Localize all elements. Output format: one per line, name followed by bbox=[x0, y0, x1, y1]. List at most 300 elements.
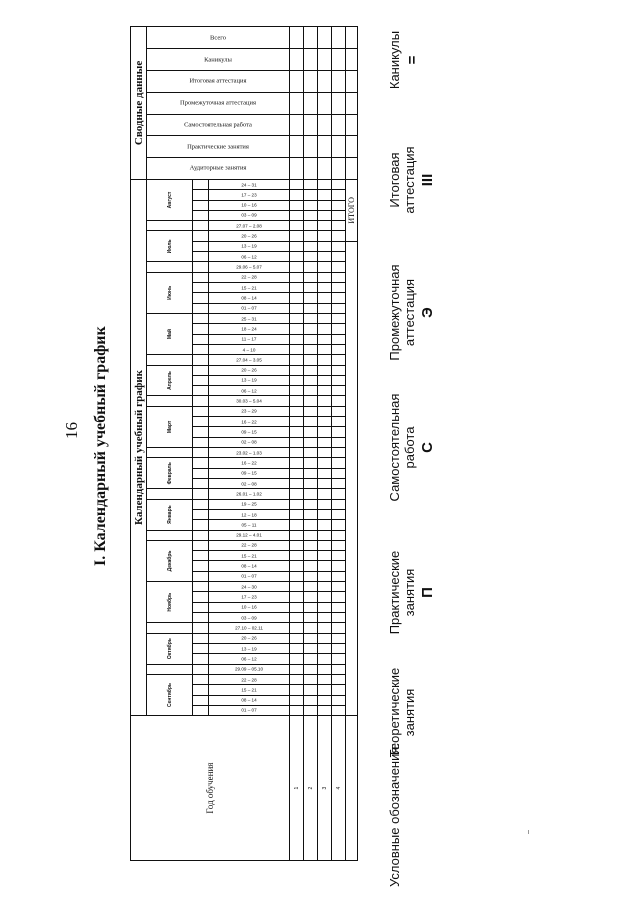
schedule-cell bbox=[318, 221, 332, 231]
week-range-header bbox=[208, 602, 289, 612]
schedule-cell bbox=[332, 417, 346, 427]
week-range-label: 29.12 – 4.01 bbox=[236, 532, 262, 538]
week-range-label: 24 – 30 bbox=[241, 584, 257, 590]
week-range-header bbox=[208, 458, 289, 468]
schedule-cell bbox=[290, 489, 304, 499]
schedule-cell bbox=[332, 499, 346, 509]
schedule-cell bbox=[332, 396, 346, 406]
month-header: Октябрь bbox=[147, 633, 193, 664]
schedule-cell bbox=[318, 602, 332, 612]
week-range-label: 06 – 12 bbox=[241, 388, 257, 394]
schedule-cell bbox=[304, 571, 318, 581]
week-range-label: 12 – 18 bbox=[241, 512, 257, 518]
schedule-cell bbox=[332, 406, 346, 416]
summary-column-label: Самостоятельная работа bbox=[184, 121, 252, 129]
week-range-label: 29.06 – 5.07 bbox=[236, 264, 262, 270]
schedule-cell bbox=[304, 283, 318, 293]
summary-column-header bbox=[147, 114, 290, 136]
schedule-cell bbox=[304, 674, 318, 684]
schedule-cell bbox=[332, 520, 346, 530]
schedule-cell bbox=[332, 210, 346, 220]
week-range-header bbox=[208, 695, 289, 705]
schedule-cell bbox=[290, 613, 304, 623]
week-range-header bbox=[208, 386, 289, 396]
month-header: Январь bbox=[147, 499, 193, 530]
week-divider-cell bbox=[193, 520, 208, 530]
week-range-header bbox=[208, 190, 289, 200]
schedule-cell bbox=[290, 478, 304, 488]
month-header: Декабрь bbox=[147, 540, 193, 581]
week-range-header bbox=[208, 664, 289, 674]
week-range-header bbox=[208, 231, 289, 241]
schedule-cell bbox=[318, 458, 332, 468]
schedule-cell bbox=[304, 489, 318, 499]
schedule-cell bbox=[290, 654, 304, 664]
schedule-cell bbox=[290, 602, 304, 612]
schedule-cell bbox=[290, 283, 304, 293]
schedule-cell bbox=[290, 448, 304, 458]
schedule-cell bbox=[318, 468, 332, 478]
schedule-cell bbox=[290, 334, 304, 344]
scan-mark bbox=[528, 830, 529, 834]
schedule-cell bbox=[290, 262, 304, 272]
schedule-cell bbox=[290, 417, 304, 427]
total-label: ИТОГО bbox=[346, 179, 358, 241]
legend-label-text: Условные обозначения: bbox=[387, 742, 402, 888]
schedule-cell bbox=[304, 478, 318, 488]
schedule-cell bbox=[290, 509, 304, 519]
schedule-cell bbox=[304, 654, 318, 664]
week-divider-cell bbox=[193, 592, 208, 602]
schedule-cell bbox=[318, 685, 332, 695]
schedule-cell bbox=[290, 355, 304, 365]
schedule-cell bbox=[304, 136, 318, 158]
schedule-cell bbox=[332, 158, 346, 180]
week-divider-cell bbox=[193, 685, 208, 695]
month-header bbox=[147, 664, 193, 674]
schedule-cell bbox=[304, 417, 318, 427]
week-range-header bbox=[208, 355, 289, 365]
week-range-label: 20 – 26 bbox=[241, 635, 257, 641]
schedule-cell bbox=[318, 365, 332, 375]
week-divider-cell bbox=[193, 571, 208, 581]
schedule-cell bbox=[290, 540, 304, 550]
legend-item-name: Теоретические занятия bbox=[387, 667, 417, 758]
week-divider-cell bbox=[193, 417, 208, 427]
schedule-cell bbox=[318, 355, 332, 365]
schedule-cell bbox=[318, 231, 332, 241]
schedule-cell bbox=[304, 664, 318, 674]
week-range-label: 01 – 07 bbox=[241, 707, 257, 713]
schedule-cell bbox=[290, 231, 304, 241]
schedule-cell bbox=[318, 417, 332, 427]
schedule-cell bbox=[318, 664, 332, 674]
week-range-header bbox=[208, 406, 289, 416]
month-header bbox=[147, 623, 193, 633]
schedule-cell bbox=[318, 71, 332, 93]
schedule-cell bbox=[332, 293, 346, 303]
schedule-cell bbox=[304, 582, 318, 592]
week-range-label: 23 – 29 bbox=[241, 408, 257, 414]
schedule-cell bbox=[304, 272, 318, 282]
week-divider-cell bbox=[193, 602, 208, 612]
week-range-label: 19 – 25 bbox=[241, 501, 257, 507]
week-divider-cell bbox=[193, 674, 208, 684]
week-range-label: 30.03 – 5.04 bbox=[236, 398, 262, 404]
schedule-cell bbox=[304, 396, 318, 406]
schedule-cell bbox=[304, 705, 318, 715]
schedule-cell bbox=[304, 158, 318, 180]
schedule-cell bbox=[290, 551, 304, 561]
week-range-header bbox=[208, 633, 289, 643]
week-range-label: 09 – 15 bbox=[241, 470, 257, 476]
schedule-cell bbox=[332, 136, 346, 158]
week-range-header bbox=[208, 375, 289, 385]
schedule-cell bbox=[318, 92, 332, 114]
schedule-cell bbox=[304, 27, 318, 49]
schedule-cell bbox=[318, 283, 332, 293]
legend-item-independent bbox=[387, 385, 435, 510]
schedule-cell bbox=[290, 499, 304, 509]
schedule-cell bbox=[304, 241, 318, 251]
schedule-cell bbox=[318, 540, 332, 550]
week-divider-cell bbox=[193, 664, 208, 674]
year-number: 4 bbox=[332, 716, 346, 861]
schedule-cell bbox=[332, 613, 346, 623]
schedule-cell bbox=[304, 540, 318, 550]
schedule-cell bbox=[332, 551, 346, 561]
week-divider-cell bbox=[193, 561, 208, 571]
schedule-cell bbox=[304, 386, 318, 396]
schedule-cell bbox=[332, 530, 346, 540]
week-divider-cell bbox=[193, 179, 208, 189]
week-range-header bbox=[208, 643, 289, 653]
week-divider-cell bbox=[193, 582, 208, 592]
week-divider-cell bbox=[193, 623, 208, 633]
schedule-cell bbox=[304, 633, 318, 643]
schedule-cell bbox=[290, 221, 304, 231]
year-header: Год обучения bbox=[131, 716, 290, 861]
week-range-label: 02 – 08 bbox=[241, 439, 257, 445]
week-range-label: 27.04 – 3.05 bbox=[236, 357, 262, 363]
schedule-cell bbox=[304, 375, 318, 385]
schedule-cell bbox=[332, 674, 346, 684]
schedule-cell bbox=[332, 561, 346, 571]
week-range-header bbox=[208, 200, 289, 210]
week-divider-cell bbox=[193, 365, 208, 375]
schedule-cell bbox=[318, 674, 332, 684]
schedule-cell bbox=[290, 92, 304, 114]
week-divider-cell bbox=[193, 654, 208, 664]
week-range-label: 15 – 21 bbox=[241, 285, 257, 291]
schedule-cell bbox=[332, 654, 346, 664]
calendar-table-container bbox=[130, 26, 362, 861]
schedule-cell bbox=[304, 643, 318, 653]
summary-column-header bbox=[147, 49, 290, 71]
legend-item-holidays bbox=[387, 20, 420, 100]
total-cell bbox=[346, 49, 358, 71]
schedule-cell bbox=[318, 200, 332, 210]
schedule-cell bbox=[318, 509, 332, 519]
summary-column-label: Каникулы bbox=[204, 56, 232, 64]
schedule-cell bbox=[318, 334, 332, 344]
week-range-header bbox=[208, 551, 289, 561]
week-range-header bbox=[208, 530, 289, 540]
schedule-cell bbox=[332, 478, 346, 488]
schedule-cell bbox=[290, 520, 304, 530]
week-divider-cell bbox=[193, 200, 208, 210]
schedule-cell bbox=[290, 633, 304, 643]
schedule-cell bbox=[318, 530, 332, 540]
week-divider-cell bbox=[193, 509, 208, 519]
legend-item-intermediate bbox=[387, 255, 435, 370]
week-divider-cell bbox=[193, 530, 208, 540]
schedule-cell bbox=[332, 664, 346, 674]
schedule-cell bbox=[332, 334, 346, 344]
week-range-header bbox=[208, 241, 289, 251]
schedule-cell bbox=[318, 324, 332, 334]
schedule-cell bbox=[332, 272, 346, 282]
schedule-cell bbox=[304, 509, 318, 519]
week-divider-cell bbox=[193, 324, 208, 334]
schedule-cell bbox=[332, 643, 346, 653]
week-range-header bbox=[208, 685, 289, 695]
month-header: Ноябрь bbox=[147, 582, 193, 623]
schedule-cell bbox=[290, 71, 304, 93]
week-divider-cell bbox=[193, 458, 208, 468]
schedule-cell bbox=[332, 179, 346, 189]
schedule-cell bbox=[290, 375, 304, 385]
schedule-cell bbox=[332, 71, 346, 93]
week-range-label: 10 – 16 bbox=[241, 604, 257, 610]
schedule-cell bbox=[332, 582, 346, 592]
month-header bbox=[147, 221, 193, 231]
week-divider-cell bbox=[193, 210, 208, 220]
week-range-header bbox=[208, 592, 289, 602]
schedule-cell bbox=[304, 355, 318, 365]
schedule-cell bbox=[304, 190, 318, 200]
week-range-label: 01 – 07 bbox=[241, 305, 257, 311]
schedule-cell bbox=[290, 592, 304, 602]
week-divider-cell bbox=[193, 252, 208, 262]
week-divider-cell bbox=[193, 406, 208, 416]
week-range-header bbox=[208, 705, 289, 715]
schedule-cell bbox=[290, 530, 304, 540]
week-range-label: 13 – 19 bbox=[241, 646, 257, 652]
year-number: 3 bbox=[318, 716, 332, 861]
month-header bbox=[147, 530, 193, 540]
week-divider-cell bbox=[193, 375, 208, 385]
week-range-header bbox=[208, 396, 289, 406]
schedule-cell bbox=[290, 136, 304, 158]
week-range-header bbox=[208, 344, 289, 354]
week-range-header bbox=[208, 623, 289, 633]
schedule-cell bbox=[290, 571, 304, 581]
week-range-label: 09 – 15 bbox=[241, 429, 257, 435]
schedule-cell bbox=[332, 695, 346, 705]
schedule-cell bbox=[318, 551, 332, 561]
schedule-cell bbox=[304, 468, 318, 478]
summary-column-header bbox=[147, 27, 290, 49]
week-range-header bbox=[208, 417, 289, 427]
schedule-cell bbox=[290, 406, 304, 416]
schedule-cell bbox=[290, 365, 304, 375]
schedule-cell bbox=[332, 509, 346, 519]
schedule-cell bbox=[332, 241, 346, 251]
schedule-cell bbox=[304, 92, 318, 114]
week-range-label: 22 – 28 bbox=[241, 274, 257, 280]
week-range-header bbox=[208, 210, 289, 220]
document-title-wrap bbox=[92, 326, 110, 566]
schedule-cell bbox=[332, 221, 346, 231]
schedule-cell bbox=[332, 427, 346, 437]
legend bbox=[387, 10, 447, 890]
month-header: Июнь bbox=[147, 272, 193, 313]
schedule-cell bbox=[304, 499, 318, 509]
week-divider-cell bbox=[193, 489, 208, 499]
week-divider-cell bbox=[193, 386, 208, 396]
week-divider-cell bbox=[193, 551, 208, 561]
schedule-cell bbox=[304, 551, 318, 561]
week-range-label: 06 – 12 bbox=[241, 254, 257, 260]
month-header bbox=[147, 489, 193, 499]
calendar-schedule-table bbox=[130, 26, 358, 861]
summary-column-label: Практические занятия bbox=[187, 143, 249, 151]
schedule-cell bbox=[304, 561, 318, 571]
summary-column-label: Всего bbox=[210, 34, 226, 42]
schedule-cell bbox=[304, 437, 318, 447]
week-divider-cell bbox=[193, 705, 208, 715]
schedule-cell bbox=[318, 643, 332, 653]
month-header: Март bbox=[147, 406, 193, 447]
schedule-cell bbox=[304, 313, 318, 323]
schedule-cell bbox=[304, 695, 318, 705]
document-title: I. Календарный учебный график bbox=[92, 326, 109, 566]
schedule-cell bbox=[290, 313, 304, 323]
week-divider-cell bbox=[193, 448, 208, 458]
legend-item-code: III bbox=[419, 173, 436, 187]
month-header: Май bbox=[147, 313, 193, 354]
week-range-label: 03 – 09 bbox=[241, 615, 257, 621]
month-header: Август bbox=[147, 179, 193, 220]
legend-item-theory bbox=[387, 660, 420, 765]
week-range-label: 29.09 – 05.10 bbox=[234, 666, 263, 672]
week-range-label: 17 – 23 bbox=[241, 192, 257, 198]
legend-item-code: Э bbox=[419, 307, 436, 318]
week-range-label: 20 – 26 bbox=[241, 367, 257, 373]
week-range-label: 20 – 26 bbox=[241, 233, 257, 239]
schedule-cell bbox=[290, 458, 304, 468]
schedule-cell bbox=[318, 252, 332, 262]
schedule-cell bbox=[318, 695, 332, 705]
week-range-header bbox=[208, 540, 289, 550]
month-header bbox=[147, 396, 193, 406]
week-divider-cell bbox=[193, 221, 208, 231]
week-range-label: 05 – 11 bbox=[241, 522, 257, 528]
schedule-cell bbox=[332, 190, 346, 200]
month-header: Июль bbox=[147, 231, 193, 262]
schedule-cell bbox=[318, 623, 332, 633]
week-divider-cell bbox=[193, 499, 208, 509]
week-divider-cell bbox=[193, 468, 208, 478]
schedule-cell bbox=[332, 705, 346, 715]
week-divider-cell bbox=[193, 303, 208, 313]
schedule-cell bbox=[304, 200, 318, 210]
week-range-label: 08 – 14 bbox=[241, 697, 257, 703]
schedule-cell bbox=[318, 396, 332, 406]
week-range-label: 11 – 17 bbox=[241, 336, 257, 342]
week-range-label: 27.07 – 2.08 bbox=[236, 223, 262, 229]
schedule-cell bbox=[318, 705, 332, 715]
legend-item-code: = bbox=[404, 55, 421, 65]
schedule-cell bbox=[304, 293, 318, 303]
month-header: Февраль bbox=[147, 458, 193, 489]
schedule-cell bbox=[304, 303, 318, 313]
week-range-label: 22 – 28 bbox=[241, 677, 257, 683]
schedule-cell bbox=[318, 427, 332, 437]
summary-column-header bbox=[147, 158, 290, 180]
schedule-cell bbox=[332, 458, 346, 468]
week-divider-cell bbox=[193, 613, 208, 623]
schedule-cell bbox=[318, 293, 332, 303]
schedule-cell bbox=[318, 582, 332, 592]
schedule-cell bbox=[332, 386, 346, 396]
schedule-cell bbox=[304, 114, 318, 136]
week-range-label: 16 – 22 bbox=[241, 460, 257, 466]
legend-item-name: Каникулы bbox=[387, 30, 402, 90]
schedule-cell bbox=[318, 303, 332, 313]
schedule-cell bbox=[290, 49, 304, 71]
schedule-cell bbox=[318, 27, 332, 49]
schedule-cell bbox=[318, 592, 332, 602]
schedule-cell bbox=[290, 179, 304, 189]
week-divider-cell bbox=[193, 695, 208, 705]
week-range-label: 4 – 10 bbox=[242, 347, 256, 353]
schedule-cell bbox=[332, 27, 346, 49]
page-number: 16 bbox=[62, 422, 81, 439]
week-range-header bbox=[208, 179, 289, 189]
week-divider-cell bbox=[193, 437, 208, 447]
schedule-cell bbox=[290, 344, 304, 354]
schedule-cell bbox=[290, 561, 304, 571]
schedule-cell bbox=[290, 695, 304, 705]
schedule-cell bbox=[318, 499, 332, 509]
schedule-cell bbox=[332, 324, 346, 334]
schedule-cell bbox=[332, 468, 346, 478]
schedule-cell bbox=[290, 303, 304, 313]
week-divider-cell bbox=[193, 427, 208, 437]
schedule-cell bbox=[304, 406, 318, 416]
week-divider-cell bbox=[193, 283, 208, 293]
week-range-header bbox=[208, 334, 289, 344]
schedule-cell bbox=[332, 571, 346, 581]
week-range-label: 26.01 – 1.02 bbox=[236, 491, 262, 497]
schedule-cell bbox=[332, 313, 346, 323]
summary-header: Сводные данные bbox=[131, 27, 147, 180]
week-range-label: 03 – 09 bbox=[241, 212, 257, 218]
week-range-label: 02 – 08 bbox=[241, 481, 257, 487]
schedule-cell bbox=[290, 272, 304, 282]
week-range-header bbox=[208, 613, 289, 623]
total-cell bbox=[346, 27, 358, 49]
total-cell bbox=[346, 71, 358, 93]
schedule-cell bbox=[318, 406, 332, 416]
schedule-cell bbox=[332, 114, 346, 136]
schedule-cell bbox=[318, 49, 332, 71]
week-divider-cell bbox=[193, 313, 208, 323]
week-range-header bbox=[208, 674, 289, 684]
schedule-cell bbox=[290, 664, 304, 674]
